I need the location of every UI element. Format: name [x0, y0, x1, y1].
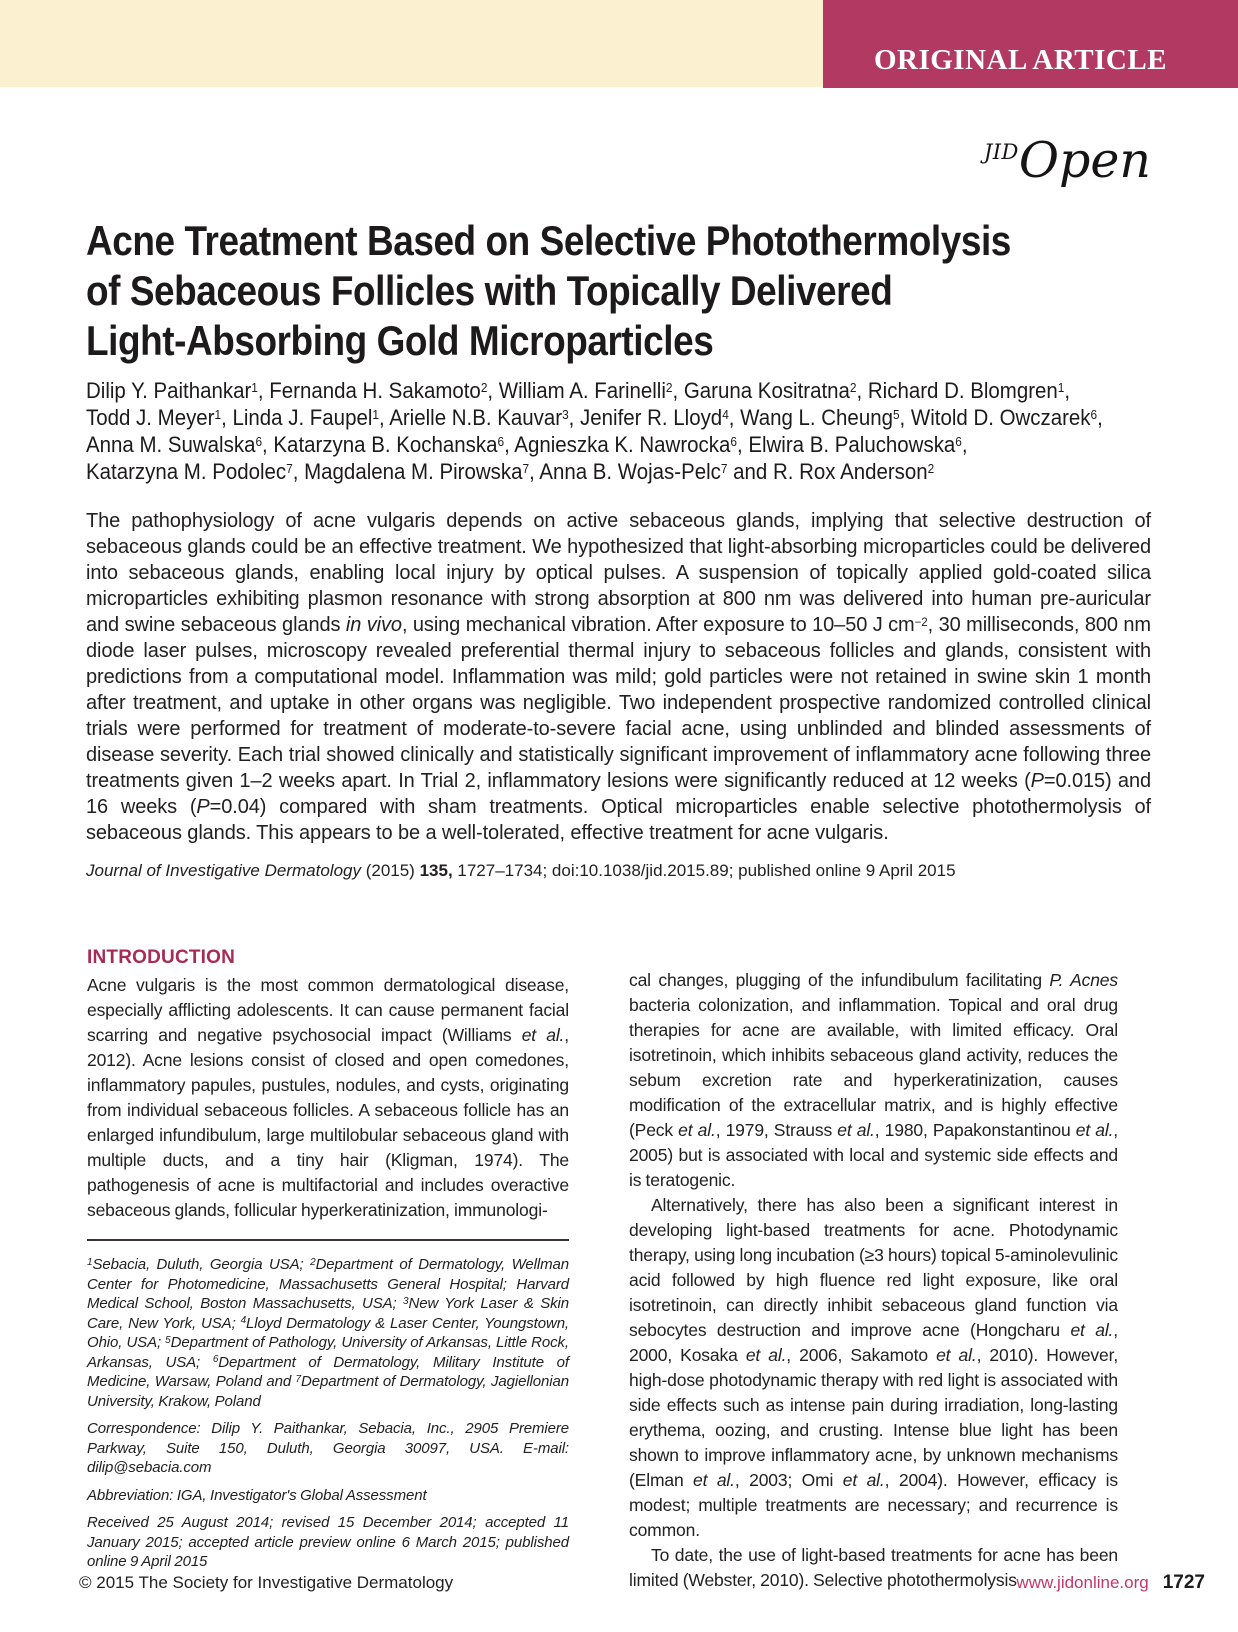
text-segment: Received 25 August 2014; revised 15 December 2014; accepted 11 January 2015; accepted article preview online 6 March 2015; published online 9 April 2015	[87, 1514, 569, 1570]
text-segment: Todd J. Meyer	[86, 405, 215, 430]
text-segment: et al.	[693, 1470, 735, 1490]
text-segment: , 2005) but is associated with local and systemic side effects and is teratogenic.	[629, 1120, 1119, 1190]
text-segment: Department of Dermatology, Military Institute of Medicine, Warsaw, Poland and	[87, 1353, 569, 1390]
superscript: 2	[665, 380, 673, 396]
superscript: 6	[497, 434, 505, 450]
text-segment: =0.015) and 16 weeks (	[86, 770, 1151, 818]
superscript: 2	[849, 380, 857, 396]
text-segment: et al.	[837, 1120, 875, 1140]
superscript: 3	[403, 1295, 409, 1307]
footer-right-group	[1016, 1572, 1205, 1594]
text-segment: P. Acnes	[1049, 970, 1118, 990]
text-segment: , William A. Farinelli	[487, 378, 666, 403]
text-segment: (2015)	[360, 861, 420, 880]
superscript: 1	[87, 1256, 93, 1268]
logo-open-text: Open	[1018, 132, 1151, 189]
text-segment: et al.	[678, 1120, 716, 1140]
authors-list	[86, 377, 1179, 485]
text-segment: , Jenifer R. Lloyd	[568, 405, 723, 430]
text-segment: 1727–1734; doi:10.1038/jid.2015.89; published online 9 April 2015	[452, 861, 956, 880]
received-dates-footnote	[87, 1513, 569, 1572]
banner-label: ORIGINAL ARTICLE	[873, 44, 1167, 76]
text-segment: =0.04) compared with sham treatments. Optical microparticles enable selective photothermolysis of sebaceous glands. This appears to be a well-tolerated, effective treatment for acne vulgaris.	[86, 796, 1151, 844]
footnote-divider	[87, 1239, 569, 1241]
text-line: of Sebaceous Follicles with Topically Delivered	[86, 267, 893, 314]
logo-jid-text: JID	[983, 140, 1019, 164]
text-segment: Anna M. Suwalska	[86, 432, 256, 457]
text-segment: , Richard D. Blomgren	[856, 378, 1058, 403]
text-segment: Lloyd Dermatology & Laser Center, Youngstown, Ohio, USA;	[87, 1314, 569, 1351]
text-segment: Sebacia, Duluth, Georgia USA;	[92, 1256, 311, 1273]
jid-open-logo	[983, 132, 1151, 189]
superscript: 4	[240, 1315, 247, 1326]
text-segment: 135,	[419, 861, 453, 880]
superscript: 6	[212, 1354, 219, 1365]
text-segment: cal changes, plugging of the infundibulum facilitating	[629, 970, 1050, 990]
text-segment: P	[1030, 770, 1044, 792]
superscript: 6	[255, 434, 263, 450]
text-segment: ,	[1064, 378, 1071, 403]
text-line	[86, 431, 1103, 458]
text-segment: , Katarzyna B. Kochanska	[262, 432, 498, 457]
text-segment: , Witold D. Owczarek	[899, 405, 1091, 430]
superscript: 1	[251, 380, 258, 396]
original-article-banner	[823, 0, 1238, 88]
text-segment: Abbreviation: IGA, Investigator's Global Assessment	[87, 1486, 427, 1504]
text-segment: , 2006, Sakamoto	[786, 1345, 937, 1365]
abstract-text	[86, 508, 1151, 846]
text-segment: , 1979, Strauss	[715, 1120, 838, 1140]
text-segment: P	[196, 796, 210, 818]
superscript: 7	[720, 461, 728, 477]
text-segment: ,	[1097, 405, 1103, 430]
text-segment: Katarzyna M. Podolec	[86, 459, 287, 484]
text-segment: ,	[961, 432, 968, 457]
text-segment: , Wang L. Cheung	[728, 405, 893, 430]
text-segment: , 2000, Kosaka	[629, 1320, 1118, 1365]
superscript: 6	[955, 434, 962, 450]
text-segment: , Arielle N.B. Kauvar	[378, 405, 563, 430]
superscript: 7	[522, 461, 530, 477]
text-segment: , 2003; Omi	[734, 1470, 843, 1490]
superscript: 1	[372, 407, 379, 423]
text-segment: , Linda J. Faupel	[221, 405, 373, 430]
citation-line	[86, 860, 956, 881]
text-segment: , Anna B. Wojas-Pelc	[529, 459, 721, 484]
text-segment: , Elwira B. Paluchowska	[736, 432, 956, 457]
text-segment: , 2012). Acne lesions consist of closed and open comedones, inflammatory papules, pustules, nodules, and cysts, originating from individual sebaceous follicles. A sebaceous follicle has an enlarged infundibulum, large multilobular sebaceous gland with multiple ducts, and a tiny hair (Kligman, 1974). The pathogenesis of acne is multifactorial and includes overactive sebaceous glands, follicular hyperkeratinization, immunologi-	[87, 1025, 569, 1220]
text-segment: Department of Dermatology, Jagiellonian University, Krakow, Poland	[87, 1373, 569, 1410]
text-line: Light-Absorbing Gold Microparticles	[86, 317, 714, 364]
journal-website-link[interactable]: www.jidonline.org	[1016, 1573, 1149, 1592]
introduction-paragraph	[87, 973, 569, 1223]
text-segment: Dilip Y. Paithankar	[86, 378, 252, 403]
superscript: 3	[562, 407, 569, 423]
superscript: 2	[310, 1256, 316, 1268]
superscript: 1	[1057, 380, 1065, 396]
text-segment: New York Laser & Skin Care, New York, USA;	[87, 1295, 569, 1332]
superscript: 5	[892, 407, 900, 423]
text-line	[86, 458, 1103, 485]
superscript: 4	[722, 407, 729, 423]
text-segment: Journal of Investigative Dermatology	[86, 861, 361, 880]
superscript: 7	[295, 1373, 301, 1385]
superscript: −2	[914, 615, 928, 629]
superscript: 6	[1090, 407, 1098, 423]
text-segment: Department of Pathology, University of Arkansas, Little Rock, Arkansas, USA;	[87, 1334, 569, 1371]
body-paragraph	[629, 1193, 1118, 1543]
page-number: 1727	[1162, 1572, 1205, 1593]
text-segment: The pathophysiology of acne vulgaris depends on active sebaceous glands, implying that selective destruction of sebaceous glands could be an effective treatment. We hypothesized that light-absorbing microparticles could be delivered into sebaceous glands, enabling local injury by optical pulses. A suspension of topically applied gold-coated silica microparticles exhibiting plasmon resonance with strong absorption at 800 nm was delivered into human pre-auricular and swine sebaceous glands	[86, 510, 1151, 636]
text-segment: et al.	[1070, 1320, 1114, 1340]
text-segment: Acne vulgaris is the most common dermatological disease, especially afflicting adolescents. It can cause permanent facial scarring and negative psychosocial impact (Williams	[87, 975, 569, 1045]
text-segment: Department of Dermatology, Wellman Center for Photomedicine, Massachusetts General Hospital; Harvard Medical School, Boston Massachusetts, USA;	[87, 1256, 569, 1312]
text-segment: , Agnieszka K. Nawrocka	[504, 432, 731, 457]
text-segment: , 2010). However, high-dose photodynamic therapy with red light is associated with side effects such as intense pain during irradiation, long-lasting erythema, oozing, and crusting. Intense blue light has been shown to improve inflammatory acne, by unknown mechanisms (Elman	[629, 1345, 1119, 1490]
text-segment: , Fernanda H. Sakamoto	[257, 378, 481, 403]
superscript: 1	[214, 407, 222, 423]
article-title	[86, 216, 1137, 366]
text-segment: et al.	[521, 1025, 565, 1045]
text-segment: et al.	[842, 1470, 885, 1490]
left-column	[87, 946, 569, 1580]
text-segment: To date, the use of light-based treatments for acne has been limited (Webster, 2010). Selective photothermolysis	[629, 1545, 1118, 1590]
text-segment: , 30 milliseconds, 800 nm diode laser pulses, microscopy revealed preferential thermal injury to sebaceous follicles and glands, consistent with predictions from a computational model. Inflammation was mild; gold particles were not retained in swine skin 1 month after treatment, and uptake in other organs was negligible. Two independent prospective randomized controlled clinical trials were performed for treatment of moderate-to-severe facial acne, using unblinded and blinded assessments of disease severity. Each trial showed clinically and statistically significant improvement of inflammatory acne following three treatments given 1–2 weeks apart. In Trial 2, inflammatory lesions were significantly reduced at 12 weeks (	[86, 614, 1151, 792]
text-segment: bacteria colonization, and inflammation. Topical and oral drug therapies for acne are available, with limited efficacy. Oral isotretinoin, which inhibits sebaceous gland activity, reduces the sebum excretion rate and hyperkeratinization, causes modification of the extracellular matrix, and is highly effective (Peck	[629, 995, 1118, 1140]
superscript: 2	[927, 461, 935, 477]
page-footer	[79, 1572, 1205, 1594]
text-segment: , 1980, Papakonstantinou	[874, 1120, 1076, 1140]
superscript: 2	[480, 380, 488, 396]
introduction-heading: INTRODUCTION	[87, 947, 236, 968]
body-paragraph	[629, 968, 1118, 1193]
correspondence-footnote	[87, 1419, 569, 1478]
text-line	[86, 404, 1103, 431]
copyright-text: © 2015 The Society for Investigative Dermatology	[79, 1573, 454, 1592]
right-column	[629, 946, 1118, 1593]
text-segment: et al.	[1075, 1120, 1114, 1140]
text-segment: Correspondence: Dilip Y. Paithankar, Sebacia, Inc., 2905 Premiere Parkway, Suite 150, Duluth, Georgia 30097, USA. E-mail: dilip@sebacia.com	[87, 1420, 569, 1476]
text-segment: , Magdalena M. Pirowska	[292, 459, 523, 484]
text-segment: , using mechanical vibration. After exposure to 10–50 J cm	[401, 614, 915, 636]
text-segment: et al.	[745, 1345, 787, 1365]
text-line: Acne Treatment Based on Selective Photothermolysis	[86, 217, 1011, 264]
affiliations-footnote	[87, 1255, 569, 1411]
superscript: 7	[286, 461, 293, 477]
superscript: 6	[730, 434, 737, 450]
text-segment: et al.	[936, 1345, 977, 1365]
text-segment: , 2004). However, efficacy is modest; multiple treatments are necessary; and recurrence is common.	[629, 1470, 1118, 1540]
text-segment: Alternatively, there has also been a significant interest in developing light-based treatments for acne. Photodynamic therapy, using long incubation (≥3 hours) topical 5-aminolevulinic acid followed by high fluence red light exposure, like oral isotretinoin, can directly inhibit sebaceous gland function via sebocytes destruction and improve acne (Hongcharu	[629, 1195, 1118, 1340]
abbreviation-footnote	[87, 1486, 569, 1506]
superscript: 5	[165, 1334, 171, 1346]
text-segment: in vivo	[345, 614, 402, 636]
text-line	[86, 377, 1103, 404]
text-segment: , Garuna Kositratna	[672, 378, 850, 403]
text-segment: and R. Rox Anderson	[727, 459, 928, 484]
